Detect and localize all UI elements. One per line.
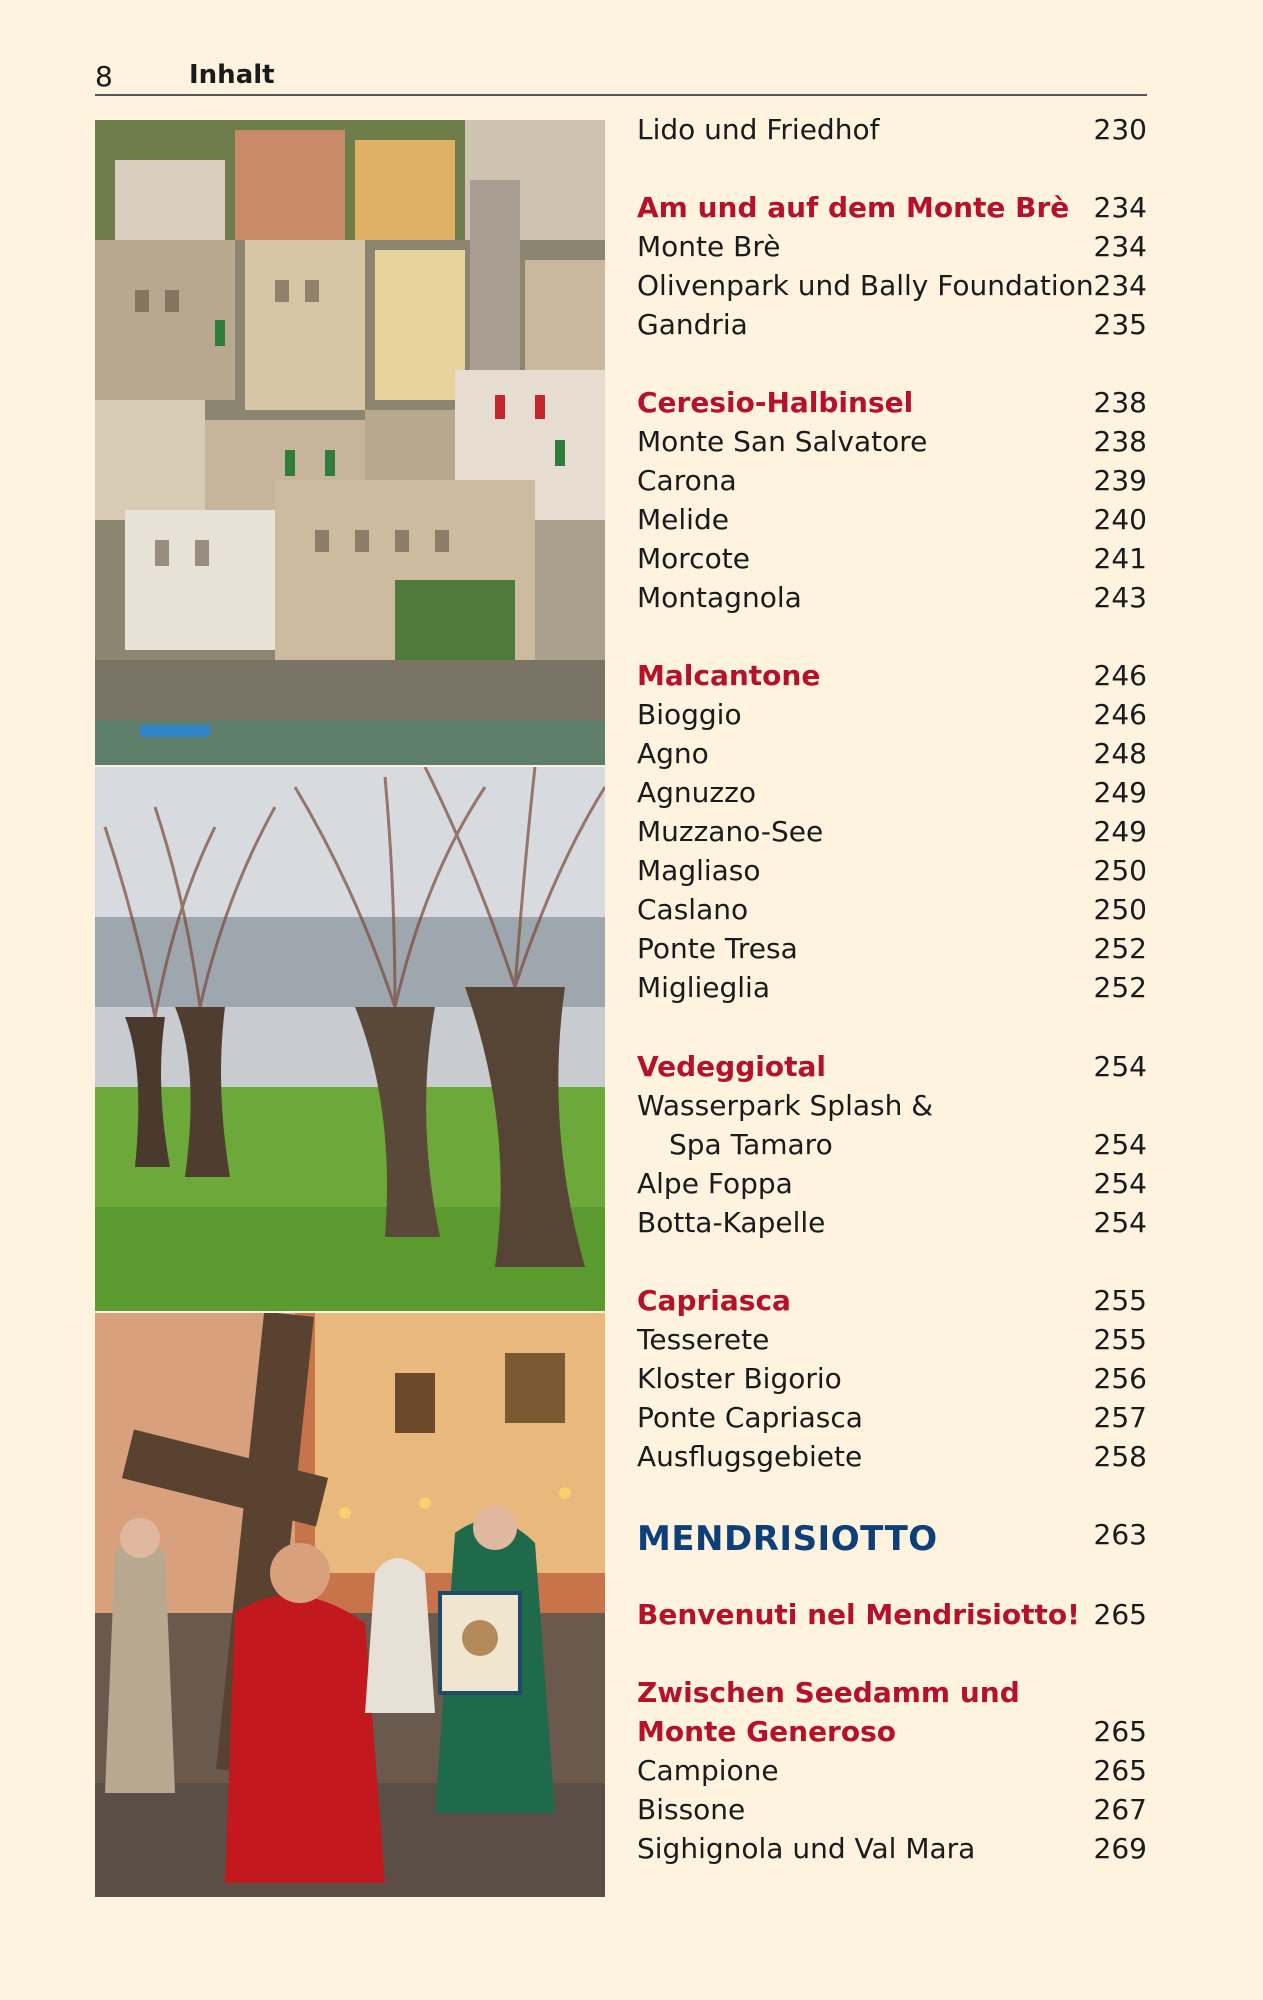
toc-entry — [637, 190, 1147, 226]
toc-entry-label: Magliaso — [637, 854, 761, 887]
village-photo — [95, 120, 605, 765]
toc-entry — [637, 1517, 1147, 1559]
toc-entry-page: 238 — [1093, 425, 1147, 458]
toc-entry-page: 238 — [1093, 386, 1147, 419]
toc-entry-label: Botta-Kapelle — [637, 1206, 826, 1239]
toc-entry-page: 248 — [1093, 737, 1147, 770]
toc-entry-label: Agno — [637, 737, 709, 770]
page-number: 8 — [95, 60, 113, 93]
toc-entry-label: Caslano — [637, 893, 749, 926]
toc-entry — [637, 385, 1147, 421]
toc-entry-label: Miglieglia — [637, 971, 770, 1004]
toc-entry-page: 265 — [1093, 1754, 1147, 1787]
toc-entry-label: Melide — [637, 503, 729, 536]
toc-entry-label: Wasserpark Splash & — [637, 1089, 934, 1122]
toc-entry-page: 263 — [1093, 1518, 1147, 1551]
toc-entry-label: Bioggio — [637, 698, 742, 731]
toc-entry-label: Olivenpark und Bally Foundation — [637, 269, 1094, 302]
toc-entry — [637, 1831, 1147, 1867]
toc-entry — [637, 970, 1147, 1006]
toc-entry-label: Campione — [637, 1754, 779, 1787]
toc-entry-label: Am und auf dem Monte Brè — [637, 191, 1070, 224]
willow-trees-photo — [95, 767, 605, 1311]
toc-entry-label: Spa Tamaro — [669, 1128, 833, 1161]
toc-entry-label: Gandria — [637, 308, 748, 341]
toc-entry-page: 254 — [1093, 1050, 1147, 1083]
toc-entry — [637, 424, 1147, 460]
toc-entry — [637, 697, 1147, 733]
page-header — [95, 58, 1147, 96]
toc-entry-page: 265 — [1093, 1598, 1147, 1631]
toc-entry-label: Carona — [637, 464, 737, 497]
toc-entry-page: 234 — [1093, 230, 1147, 263]
toc-entry-label: Tesserete — [637, 1323, 770, 1356]
toc-entry — [637, 1166, 1147, 1202]
toc-entry-page: 235 — [1093, 308, 1147, 341]
toc-entry — [637, 1205, 1147, 1241]
procession-photo — [95, 1313, 605, 1897]
toc-entry-page: 254 — [1093, 1167, 1147, 1200]
toc-entry-page: 234 — [1093, 191, 1147, 224]
toc-entry — [637, 853, 1147, 889]
toc-entry-label: Ponte Capriasca — [637, 1401, 863, 1434]
toc-entry-page: 241 — [1093, 542, 1147, 575]
toc-entry-page: 256 — [1093, 1362, 1147, 1395]
toc-entry-page: 230 — [1093, 113, 1147, 146]
toc-entry-page: 254 — [1093, 1206, 1147, 1239]
toc-entry-label: Montagnola — [637, 581, 802, 614]
toc-entry — [637, 1597, 1147, 1633]
toc-entry-page: 254 — [1093, 1128, 1147, 1161]
toc-entry — [637, 775, 1147, 811]
toc-entry-page: 243 — [1093, 581, 1147, 614]
toc-entry-label: Sighignola und Val Mara — [637, 1832, 976, 1865]
toc-entry-page: 246 — [1093, 659, 1147, 692]
toc-entry-page: 257 — [1093, 1401, 1147, 1434]
toc-entry — [637, 1283, 1147, 1319]
toc-entry-label: Benvenuti nel Mendrisiotto! — [637, 1598, 1080, 1631]
toc-entry — [637, 1714, 1147, 1750]
toc-entry-page: 239 — [1093, 464, 1147, 497]
toc-entry — [637, 814, 1147, 850]
toc-entry — [637, 931, 1147, 967]
toc-entry — [637, 1127, 1147, 1163]
toc-entry-label: MENDRISIOTTO — [637, 1519, 938, 1559]
toc-entry-label: Kloster Bigorio — [637, 1362, 842, 1395]
toc-entry — [637, 736, 1147, 772]
toc-entry — [637, 268, 1147, 304]
toc-entry-page: 252 — [1093, 971, 1147, 1004]
toc-entry — [637, 580, 1147, 616]
toc-entry — [637, 463, 1147, 499]
toc-entry-label: Agnuzzo — [637, 776, 756, 809]
toc-entry — [637, 112, 1147, 148]
toc-entry-page: 240 — [1093, 503, 1147, 536]
toc-entry — [637, 1049, 1147, 1085]
toc-entry — [637, 658, 1147, 694]
toc-entry — [637, 1361, 1147, 1397]
toc-entry-label: Capriasca — [637, 1284, 791, 1317]
toc-entry-page: 258 — [1093, 1440, 1147, 1473]
toc-entry-label: Monte San Salvatore — [637, 425, 928, 458]
toc-entry-label: Muzzano-See — [637, 815, 824, 848]
toc-entry-label: Ausflugsgebiete — [637, 1440, 863, 1473]
toc-entry — [637, 541, 1147, 577]
toc-entry-page: 246 — [1093, 698, 1147, 731]
toc-entry-page: 265 — [1093, 1715, 1147, 1748]
toc-entry-page: 234 — [1093, 269, 1147, 302]
toc-entry — [637, 1400, 1147, 1436]
toc-entry-label: Ceresio-Halbinsel — [637, 386, 914, 419]
toc-entry-label: Ponte Tresa — [637, 932, 798, 965]
toc-entry — [637, 1675, 1147, 1711]
toc-entry — [637, 1322, 1147, 1358]
toc-entry — [637, 229, 1147, 265]
toc-entry-label: Zwischen Seedamm und — [637, 1676, 1020, 1709]
toc-entry-label: Monte Brè — [637, 230, 781, 263]
toc-entry — [637, 307, 1147, 343]
toc-entry-page: 252 — [1093, 932, 1147, 965]
photo-column — [95, 120, 605, 1897]
toc-entry-page: 250 — [1093, 893, 1147, 926]
section-title: Inhalt — [189, 60, 275, 90]
toc-entry-label: Morcote — [637, 542, 750, 575]
toc-entry-page: 255 — [1093, 1323, 1147, 1356]
toc-entry-label: Lido und Friedhof — [637, 113, 880, 146]
toc-entry-page: 269 — [1093, 1832, 1147, 1865]
toc-entry-page: 250 — [1093, 854, 1147, 887]
toc-entry-page: 255 — [1093, 1284, 1147, 1317]
toc-entry-page: 249 — [1093, 776, 1147, 809]
toc-entry-page: 267 — [1093, 1793, 1147, 1826]
toc-entry — [637, 892, 1147, 928]
toc-entry — [637, 502, 1147, 538]
toc-entry-label: Bissone — [637, 1793, 746, 1826]
toc-entry-label: Vedeggiotal — [637, 1050, 826, 1083]
toc-entry — [637, 1792, 1147, 1828]
toc-entry — [637, 1753, 1147, 1789]
toc-entry-page: 249 — [1093, 815, 1147, 848]
toc-entry — [637, 1088, 1147, 1124]
toc-entry-label: Alpe Foppa — [637, 1167, 793, 1200]
toc-entry — [637, 1439, 1147, 1475]
toc-entry-label: Monte Generoso — [637, 1715, 896, 1748]
toc-entry-label: Malcantone — [637, 659, 821, 692]
